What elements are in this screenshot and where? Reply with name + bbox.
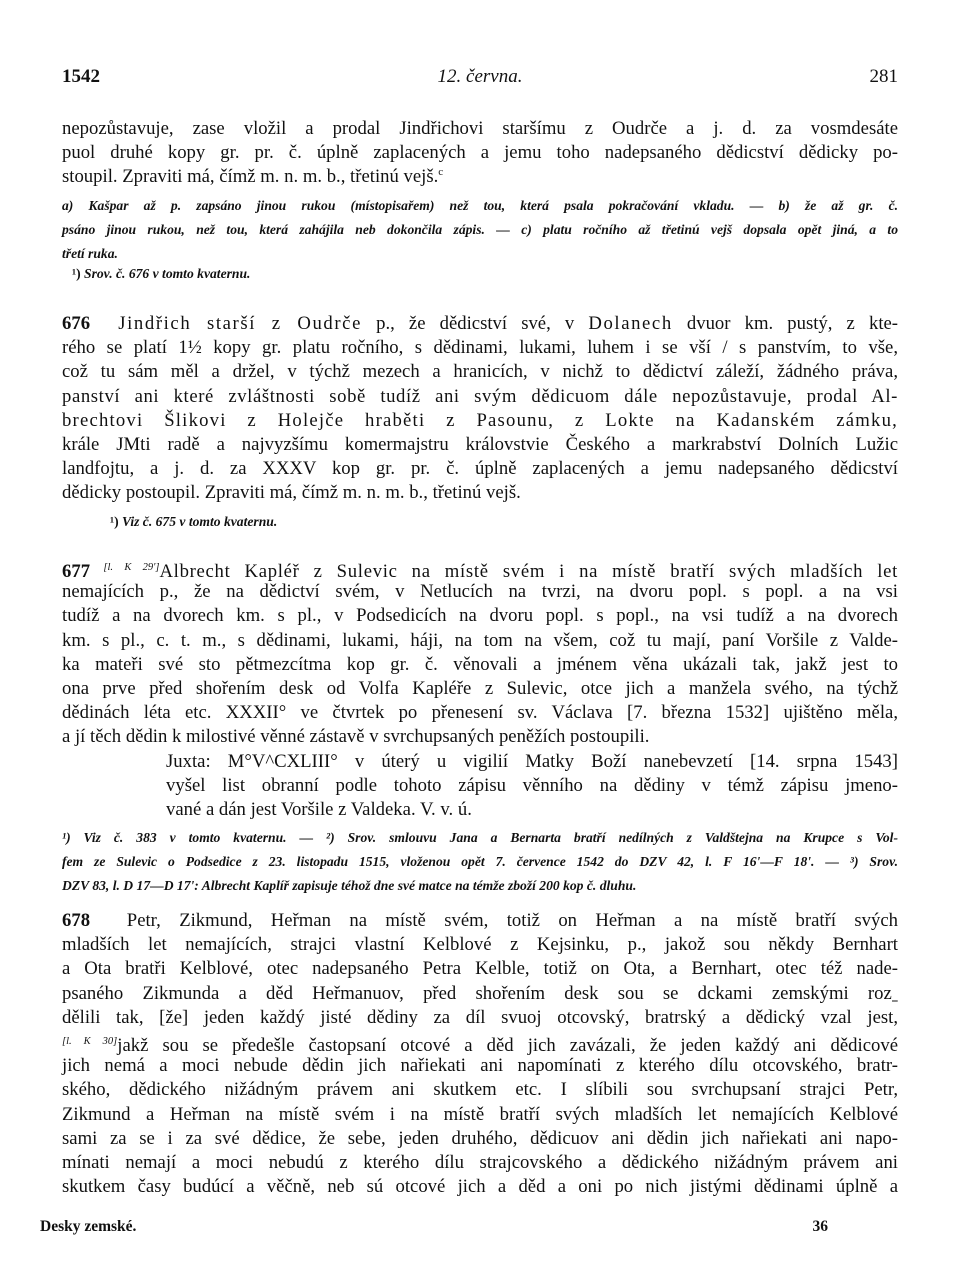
text-line: Zikmund a Heřman na místě svém i na místě bratří svých mladších let nemajících Kelblové bbox=[62, 1103, 898, 1125]
text-line: mínati nemají a moci nebudú z kterého dílu strajcovského a dědického nižádným právem ani bbox=[62, 1151, 898, 1173]
entry-677 bbox=[62, 556, 898, 822]
footnotes-677 bbox=[62, 828, 898, 901]
continuation-paragraph bbox=[62, 117, 898, 190]
folio-marker: [l. K 30] bbox=[62, 1035, 118, 1047]
text-line: vyšel list obranní podle tohoto zápisu věnního na dědiny v témž zápisu jmeno- bbox=[166, 774, 898, 796]
text-line: panství ani které zvláštnosti sobě tudíž ani svým dědicuom dále nepozůstavuje, prodal Al- bbox=[62, 385, 898, 407]
text-line: a Ota bratři Kelblové, otec nadepsaného Petra Kelble, totiž on Ota, a Bernhart, otec též nade- bbox=[62, 958, 898, 980]
text-line: ka mateři své sto pětmezcítma kop gr. č. věnovali a jménem věna ukázali tak, jakž jest to bbox=[62, 653, 898, 675]
text-line: nemajících p., že na dědictví svém, v Netlucích na tvrzi, na dvoru popl. s popl. a na vsi bbox=[62, 581, 898, 603]
text-line: dědinách léta etc. XXXII° ve čtvrtek po přenesení sv. Václava [7. března 1532] ujištěno měla, bbox=[62, 702, 898, 724]
text-line: skutkem časy budúcí a věčně, neb sú otcové jich a děd a oni po nich jistými dědinami úplně a bbox=[62, 1176, 898, 1198]
footnote-text: Srov. č. 676 v tomto kvaternu. bbox=[84, 266, 251, 281]
text-line: rého se platí 1½ kopy gr. platu ročního, s dědinami, lukami, luhem i se vší / s panstvím, to vše, bbox=[62, 337, 898, 359]
footnote-mark: ¹) bbox=[110, 514, 119, 529]
header-date: 12. června. bbox=[437, 66, 523, 87]
text-line: tudíž a na dvorech km. s pl., v Podsedicích na dvoru popl. s popl., na vsi tudíž a na dvorech bbox=[62, 605, 898, 627]
text-line: [l. K 30]jakž sou se předešle častopsaní otcové a děd jich zavázali, že jeden každý ani dědicové bbox=[62, 1035, 898, 1057]
entry-number: 677 bbox=[62, 561, 91, 583]
text-line: puol druhé kopy gr. pr. č. úplně zaplacených a jemu toho nadepsaného dědicství dědicky po- bbox=[62, 142, 898, 164]
text-line: dědicky postoupil. Zpraviti má, čímž m. n. m. b., třetinú vejš. bbox=[62, 482, 521, 504]
text-line: Juxta: M°V^CXLIII° v úterý u vigilií Matky Boží nanebevzetí [14. srpna 1543] bbox=[166, 750, 898, 772]
footnote-text: Viz č. 675 v tomto kvaternu. bbox=[122, 514, 278, 529]
text-line: a jí těch dědin k milostivé věnné zástavě v svrchupsaných peněžích postoupili. bbox=[62, 726, 650, 748]
text-line: psaného Zikmunda a děd Heřmanuov, před shořením desk sou se dckami zemskými rozˍ bbox=[62, 982, 898, 1004]
entry-678 bbox=[62, 909, 898, 1199]
text-line: jich nemá a moci nebude dědin jich nařiekati ani napomínati z kterého dílu otcovského, bratr- bbox=[62, 1055, 898, 1077]
footnote bbox=[72, 264, 908, 284]
note-line: a) Kašpar až p. zapsáno jinou rukou (místopisařem) než tou, která psala pokračování vkladu. — b) že až gr. č. bbox=[62, 198, 898, 213]
text-line: krále JMti radě a najvyzšímu komermajstru královstvie Českého a markrabství Dolních Lužic bbox=[62, 433, 898, 455]
text-line: nepozůstavuje, zase vložil a prodal Jindřichovi staršímu z Oudrče a j. d. za vosmdesáte bbox=[62, 118, 898, 139]
footnote-line: fem ze Sulevic o Podsedice z 23. listopadu 1515, vloženou opět 7. července 1542 do DZV 42, l. F 16'—F 18'. — ³) Srov. bbox=[62, 854, 898, 870]
footnote-mark: ¹) bbox=[72, 266, 81, 281]
text-line: km. s pl., c. t. m., s dědinami, lukami, háji, na tom na všem, což tu mají, paní Voršile z Valde- bbox=[62, 629, 898, 651]
note-marker: c bbox=[438, 166, 444, 179]
text-line: brechtovi Šlikovi z Holejče hraběti z Pasounu, z Lokte na Kadanském zámku, bbox=[62, 409, 898, 431]
text-line: což tu sám měl a držel, v týchž mezech a hranicích, v nichž to dědictví záleží, žádného práva, bbox=[62, 361, 898, 383]
text-line: dělili tak, [že] jeden každý jisté dědiny za díl svuoj otcovský, bratrský a dědický vzal jest, bbox=[62, 1006, 898, 1028]
running-header bbox=[62, 66, 898, 90]
entry-number: 678 bbox=[62, 910, 91, 931]
text-line: 676 Jindřich starší z Oudrče p., že dědicství své, v Dolanech dvuor km. pustý, z kte- bbox=[62, 313, 899, 334]
footnote-line: DZV 83, l. D 17—D 17': Albrecht Kaplíř zapisuje téhož dne své matce na témže zboží 200 kop č. dluhu. bbox=[62, 878, 637, 894]
text-line: sami za se i za své dědice, že sebe, jeden druhého, dědicuov ani dědin jich nařiekati ani napo- bbox=[62, 1127, 898, 1149]
text-line: stoupil. Zpraviti má, čímž m. n. m. b., třetinú vejš.$^c$ bbox=[62, 166, 444, 188]
entry-676 bbox=[62, 312, 898, 506]
juxta-note bbox=[166, 750, 898, 823]
text-line: landfojtu, a j. d. za XXXV kop gr. pr. č. úplně zaplacených a jemu nadepsaného dědicství bbox=[62, 458, 898, 480]
text-line: mladších let nemajících, strajci vlastní Kelblové z Kejsinku, p., jakož sou někdy Bernhart bbox=[62, 934, 898, 956]
entry-number: 676 bbox=[62, 313, 91, 334]
text-line: ského, dědického nižádným právem ani skutkem etc. I slíbili sou svrchupsaní strajci Petr, bbox=[62, 1079, 898, 1101]
footnote-line: ¹) Viz č. 383 v tomto kvaternu. — ²) Srov. smlouvu Jana a Bernarta bratří nedílných z Valdštejna na Krupce s Vol- bbox=[62, 830, 898, 845]
footnote bbox=[110, 512, 946, 532]
text-line: ona prve před shořením desk od Volfa Kapléře z Sulevic, otce jich a manžela svého, na týchž bbox=[62, 677, 898, 699]
text-line: vané a dán jest Voršile z Valdeka. V. v. ú. bbox=[166, 798, 472, 820]
text-line: 677 [l. K 29']Albrecht Kapléř z Sulevic na místě svém i na místě bratří svých mladších let bbox=[62, 561, 899, 583]
folio-marker: [l. K 29'] bbox=[103, 562, 160, 573]
footer-title: Desky zemské. bbox=[40, 1218, 137, 1235]
note-line: třetí ruka. bbox=[62, 246, 118, 262]
header-year: 1542 bbox=[62, 66, 100, 87]
text-line: 678 Petr, Zikmund, Heřman na místě svém, totiž on Heřman a na místě bratří svých bbox=[62, 910, 898, 931]
textual-notes bbox=[62, 196, 898, 269]
page-number: 281 bbox=[869, 66, 898, 87]
signature-mark: 36 bbox=[812, 1218, 828, 1235]
note-line: psáno jinou rukou, než tou, která zahájila neb dokončila zápis. — c) platu ročního až třetinú vejš dopsala opět jiná, a to bbox=[62, 222, 898, 238]
